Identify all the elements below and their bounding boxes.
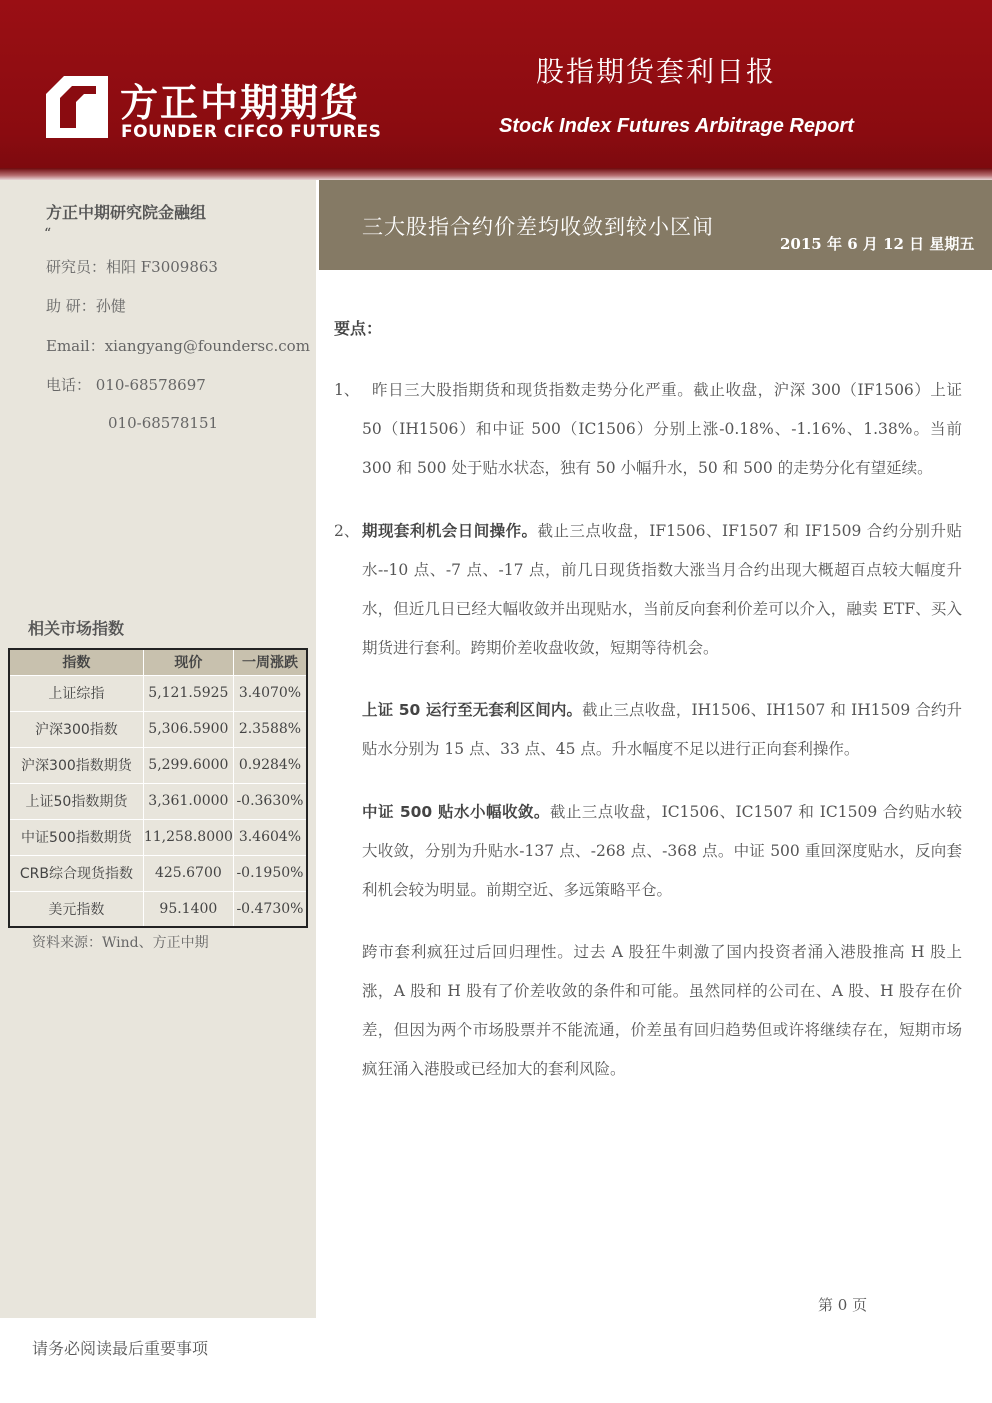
paragraph-3-body: 截止三点收盘，IH1506、IH1507 和 IH1509 合约升贴水分别为 15 点、33 点、45 点。升水幅度不足以进行正向套利操作。 [362, 701, 962, 758]
table-row [9, 711, 307, 747]
index-weekly-change: -0.4730% [233, 891, 307, 927]
index-name: 中证500指数期货 [9, 819, 143, 855]
column-header: 一周涨跌 [233, 649, 307, 675]
data-source: 资料来源：Wind、方正中期 [32, 935, 209, 951]
paragraph-3-lead: 上证 50 运行至无套利区间内。 [362, 701, 583, 719]
index-price: 425.6700 [143, 855, 233, 891]
header-divider [0, 168, 992, 180]
report-title-cn: 股指期货套利日报 [536, 55, 777, 88]
index-name: 沪深300指数期货 [9, 747, 143, 783]
index-weekly-change: 2.3588% [233, 711, 307, 747]
index-price: 3,361.0000 [143, 783, 233, 819]
report-header [0, 0, 992, 178]
index-name: 美元指数 [9, 891, 143, 927]
paragraph-4-lead: 中证 500 贴水小幅收敛。 [362, 803, 550, 821]
table-row [9, 855, 307, 891]
index-weekly-change: 3.4070% [233, 675, 307, 711]
table-row [9, 891, 307, 927]
index-price: 95.1400 [143, 891, 233, 927]
report-title-en: Stock Index Futures Arbitrage Report [499, 115, 854, 137]
table-row [9, 747, 307, 783]
page-number: 第 0 页 [818, 1296, 868, 1314]
index-name: 上证50指数期货 [9, 783, 143, 819]
index-weekly-change: -0.1950% [233, 855, 307, 891]
index-weekly-change: -0.3630% [233, 783, 307, 819]
paragraph-2-body: 截止三点收盘，IF1506、IF1507 和 IF1509 合约分别升贴水--10 点、-7 点、-17 点，前几日现货指数大涨当月合约出现大概超百点较大幅度升水，但近几日已经大幅收敛并出现贴水，当前反向套利价差可以介入，融卖 ETF、买入期货进行套利。跨期价差收盘收敛，短期等待机会。 [362, 522, 962, 657]
disclaimer-note: 请务必阅读最后重要事项 [32, 1339, 209, 1358]
index-price: 5,306.5900 [143, 711, 233, 747]
phone-line-1: 电话： 010-68578697 [46, 376, 206, 394]
index-weekly-change: 3.4604% [233, 819, 307, 855]
paragraph-2-lead: 期现套利机会日间操作。 [362, 522, 538, 540]
index-price: 5,121.5925 [143, 675, 233, 711]
paragraph-4-body: 截止三点收盘，IC1506、IC1507 和 IC1509 合约贴水较大收敛，分别为升贴水-137 点、-268 点、-368 点。中证 500 重回深度贴水，反向套利机会较为明显。前期空近、多远策略平仓。 [362, 803, 962, 899]
point-number-2: 2、 [334, 522, 360, 540]
index-price: 5,299.6000 [143, 747, 233, 783]
table-row [9, 819, 307, 855]
quote-mark: “ [44, 226, 52, 242]
paragraph-2 [362, 512, 962, 668]
assistant-line: 助 研：孙健 [46, 297, 126, 315]
paragraph-1: 昨日三大股指期货和现货指数走势分化严重。截止收盘，沪深 300（IF1506）上证 50（IH1506）和中证 500（IC1506）分别上涨-0.18%、-1.16%、1.38%。当前 300 和 500 处于贴水状态，独有 50 小幅升水，50 和 500 的走势分化有望延续。 [362, 381, 962, 477]
column-header: 现价 [143, 649, 233, 675]
keypoints-label: 要点： [334, 319, 383, 338]
point-number-1: 1、 [334, 381, 360, 399]
table-row [9, 675, 307, 711]
logo-company-name-en: FOUNDER CIFCO FUTURES [121, 122, 382, 142]
logo-company-name: 方正中期期货 [120, 81, 361, 125]
column-header: 指数 [9, 649, 143, 675]
index-name: 上证综指 [9, 675, 143, 711]
index-name: 沪深300指数 [9, 711, 143, 747]
research-group: 方正中期研究院金融组 [46, 203, 207, 222]
paragraph-5: 跨市套利疯狂过后回归理性。过去 A 股狂牛刺激了国内投资者涌入港股推高 H 股上涨，A 股和 H 股有了价差收敛的条件和可能。虽然同样的公司在、A 股、H 股存在价差，但因为两个市场股票并不能流通，价差虽有回归趋势但或许将继续存在，短期市场疯狂涌入港股或已经加大的套利风险。 [362, 943, 962, 1078]
table-row [9, 783, 307, 819]
report-headline: 三大股指合约价差均收敛到较小区间 [362, 215, 714, 239]
phone-line-2: 010-68578151 [108, 414, 219, 432]
index-name: CRB综合现货指数 [9, 855, 143, 891]
email-line[interactable]: Email：xiangyang@foundersc.com [46, 337, 310, 355]
report-date: 2015 年 6 月 12 日 星期五 [780, 235, 975, 253]
paragraph-4 [362, 793, 962, 910]
table-header-row [9, 649, 307, 675]
market-index-table [8, 648, 308, 928]
index-price: 11,258.8000 [143, 819, 233, 855]
market-index-title: 相关市场指数 [28, 619, 125, 638]
paragraph-3 [362, 691, 962, 769]
founder-logo-icon [46, 76, 108, 138]
index-weekly-change: 0.9284% [233, 747, 307, 783]
researcher-line: 研究员：相阳 F3009863 [46, 258, 218, 276]
